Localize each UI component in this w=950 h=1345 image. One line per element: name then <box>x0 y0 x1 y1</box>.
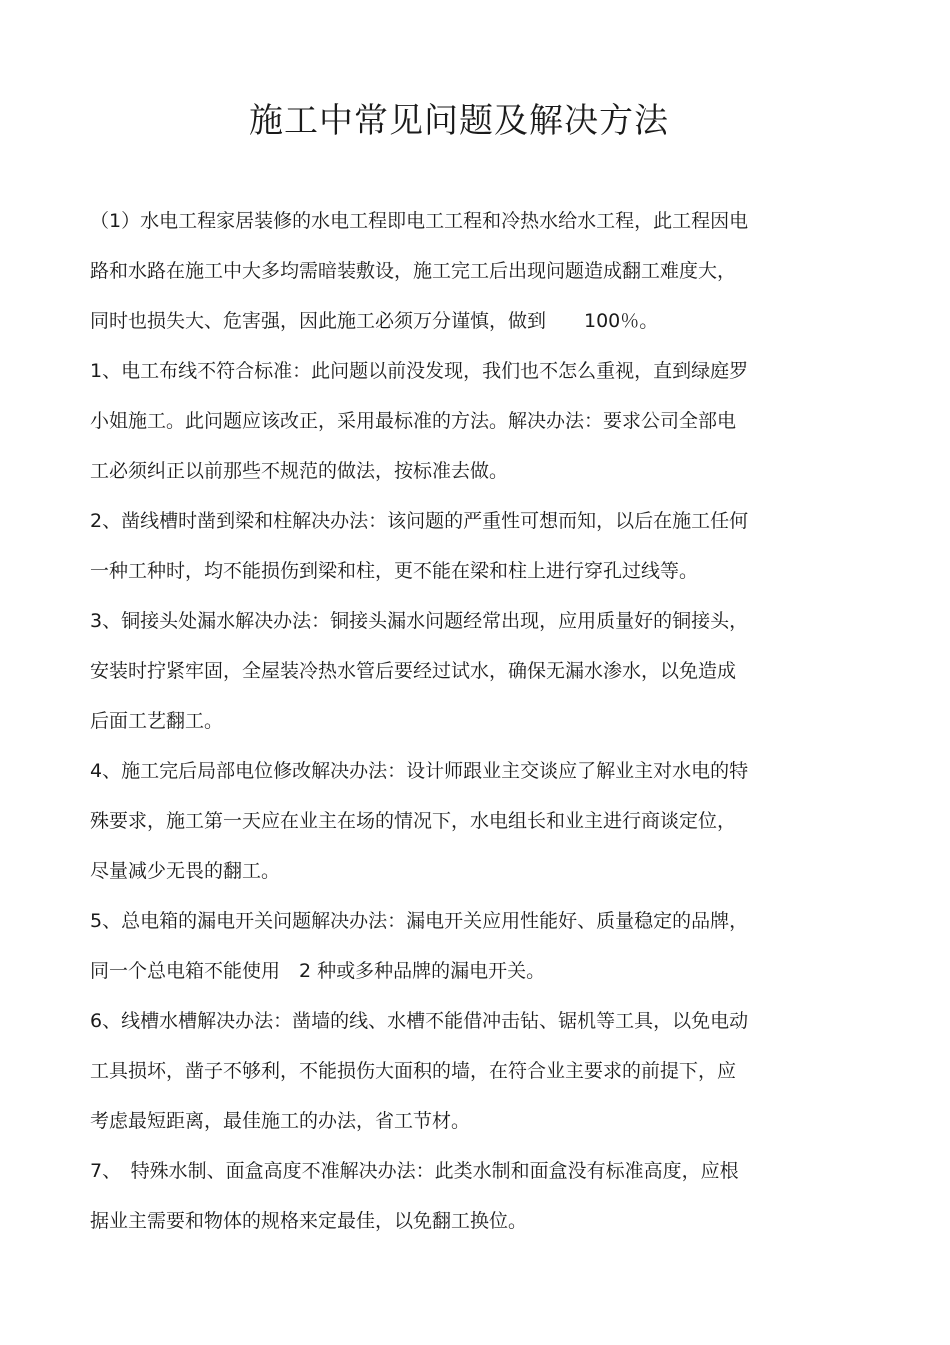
paragraph-line: 工必须纠正以前那些不规范的做法，按标准去做。 <box>90 460 509 482</box>
paragraph-line: 1、电工布线不符合标准：此问题以前没发现，我们也不怎么重视，直到绿庭罗 <box>90 360 749 382</box>
paragraph-line: 一种工种时，均不能损伤到梁和柱，更不能在梁和柱上进行穿孔过线等。 <box>90 560 699 582</box>
document-body <box>90 196 830 1246</box>
paragraph-line: 2、凿线槽时凿到梁和柱解决办法：该问题的严重性可想而知，以后在施工任何 <box>90 510 749 532</box>
paragraph-line: 小姐施工。此问题应该改正，采用最标准的方法。解决办法：要求公司全部电 <box>90 410 737 432</box>
paragraph-line: 路和水路在施工中大多均需暗装敷设，施工完工后出现问题造成翻工难度大， <box>90 260 737 282</box>
paragraph-line: 同时也损失大、危害强，因此施工必须万分谨慎，做到 100％。 <box>90 310 659 332</box>
paragraph-line: 工具损坏，凿子不够利，不能损伤大面积的墙，在符合业主要求的前提下，应 <box>90 1060 737 1082</box>
page-title: 施工中常见问题及解决方法 <box>249 101 669 141</box>
paragraph-line: 3、铜接头处漏水解决办法：铜接头漏水问题经常出现，应用质量好的铜接头， <box>90 610 749 632</box>
paragraph-line: 尽量减少无畏的翻工。 <box>90 860 281 882</box>
paragraph-line: （1）水电工程家居装修的水电工程即电工工程和冷热水给水工程，此工程因电 <box>90 210 749 232</box>
paragraph-line: 4、施工完后局部电位修改解决办法：设计师跟业主交谈应了解业主对水电的特 <box>90 760 749 782</box>
paragraph-line: 同一个总电箱不能使用 2 种或多种品牌的漏电开关。 <box>90 960 546 982</box>
paragraph-line: 殊要求，施工第一天应在业主在场的情况下，水电组长和业主进行商谈定位， <box>90 810 737 832</box>
paragraph-line: 6、线槽水槽解决办法：凿墙的线、水槽不能借冲击钻、锯机等工具，以免电动 <box>90 1010 749 1032</box>
paragraph-line: 后面工艺翻工。 <box>90 710 224 732</box>
paragraph-line: 5、总电箱的漏电开关问题解决办法：漏电开关应用性能好、质量稳定的品牌， <box>90 910 749 932</box>
paragraph-line: 据业主需要和物体的规格来定最佳，以免翻工换位。 <box>90 1210 528 1232</box>
paragraph-line: 安装时拧紧牢固，全屋装冷热水管后要经过试水，确保无漏水渗水，以免造成 <box>90 660 737 682</box>
paragraph-line: 考虑最短距离，最佳施工的办法，省工节材。 <box>90 1110 471 1132</box>
paragraph-line: 7、 特殊水制、面盒高度不准解决办法：此类水制和面盒没有标准高度，应根 <box>90 1160 739 1182</box>
